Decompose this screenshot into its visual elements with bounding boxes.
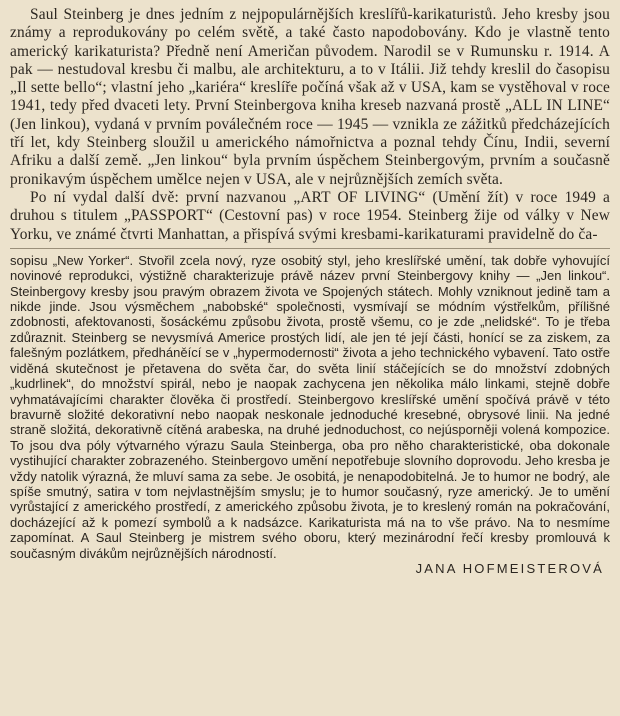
lower-paragraph: sopisu „New Yorker“. Stvořil zcela nový, ryze osobitý styl, jeho kreslířské umění, tak dobře vyhovující novinové reprodukci, výstižně charakterizuje právě název první Steinbergovy knihy — „Jen linkou“. Steinbergovy kresby jsou pravým obrazem života ve Spojených státech. Mohly vzniknout jedině tam a nikde jinde. Jsou výsměchem „nabobské“ společnosti, vysmívají se módním výstřelkům, přílišné zdobnosti, afektovanosti, šosáckému způsobu života, prostě všemu, co je zde „nelidské“. To je třeba zdůraznit. Steinberg se nevysmívá Americe prostých lidí, ale jen té její části, honící se za ziskem, za falešným pozlátkem, předháněící se v „hypermodernosti“ života a jeho technického vybavení. Tato ostře viděná skutečnost je přetavena do světa čar, do světa linií stáčejících se do množství zdobných „kudrlinek“, do množství spirál, nebo je naopak zachycena jen několika málo linkami, stejně dobře vyhmatávajícími charakter člověka či prostředí. Steinbergovo kreslířské umění spočívá právě v této bravurně složité dekorativní nebo naopak neskonale jednoduché kresebné, obrysové linii. Na jedné straně složitá, dekorativně cítěná arabeska, na druhé jednoduchost, co nejúsporněji volená kompozice. To jsou dva póly výtvarného výrazu Saula Steinberga, oba pro něho charakteristické, oba dokonale vystihující charakter zobrazeného. Steinbergovo umění nepotřebuje slovního doprovodu. Jeho kresba je vždy natolik výrazná, že mluví sama za sebe. Je osobitá, je nenapodobitelná. Je to humor ne bodrý, ale spíše smutný, satira v tom nejvlastnějším smyslu; je to humor současný, ryze americký. Je to umění vyrůstající z amerického prostředí, z amerického způsobu života, je to kreslený román na pokračování, docházející až k pomezí symbolů a k nadsázce. Karikaturista má na to vše právo. Na to nesmíme zapomínat. A Saul Steinberg je mistrem svého oboru, který mezinárodní řečí kresby promlouvá k současným divákům nejrůznějších národností. bbox=[10, 252, 610, 561]
author-signature: JANA HOFMEISTEROVÁ bbox=[415, 560, 604, 576]
section-divider bbox=[10, 248, 610, 249]
article-upper-section bbox=[10, 6, 610, 244]
upper-paragraph-2: Po ní vydal další dvě: první nazvanou „ART OF LIVING“ (Umění žít) v roce 1949 a druhou s titulem „PASSPORT“ (Cestovní pas) v roce 1954. Steinberg žije od války v New Yorku, ve známé čtvrti Manhattan, a přispívá svými kresbami-karikaturami pravidelně do ča- bbox=[10, 188, 610, 243]
article-lower-section bbox=[10, 253, 610, 577]
upper-paragraph-1: Saul Steinberg je dnes jedním z nejpopulárnějších kreslířů-karikaturistů. Jeho kresby jsou známy a reprodukovány po celém světě, a také často napodobovány. Kdo je vlastně tento americký karikaturista? Předně není Američan původem. Narodil se v Rumunsku r. 1914. A pak — nestudoval kresbu či malbu, ale architekturu, a to v Itálii. Již tehdy kreslil do časopisu „Il sette bello“; vlastní jeho „kariéra“ kreslíře počíná však až v USA, kam se vystěhoval v roce 1941, tedy před dvaceti lety. První Steinbergova kniha kreseb nazvaná prostě „ALL IN LINE“ (Jen linkou), vydaná v prvním poválečném roce — 1945 — vznikla ze zážitků předcházejících tří let, kdy Steinberg sloužil u amerického námořnictva a poznal tehdy Čínu, Indii, severní Afriku a další země. „Jen linkou“ byla prvním úspěchem Steinbergovým, prvním a současně pronikavým úspěchem umělce nejen v USA, ale v nejrůznějších zemích světa. bbox=[10, 6, 610, 188]
